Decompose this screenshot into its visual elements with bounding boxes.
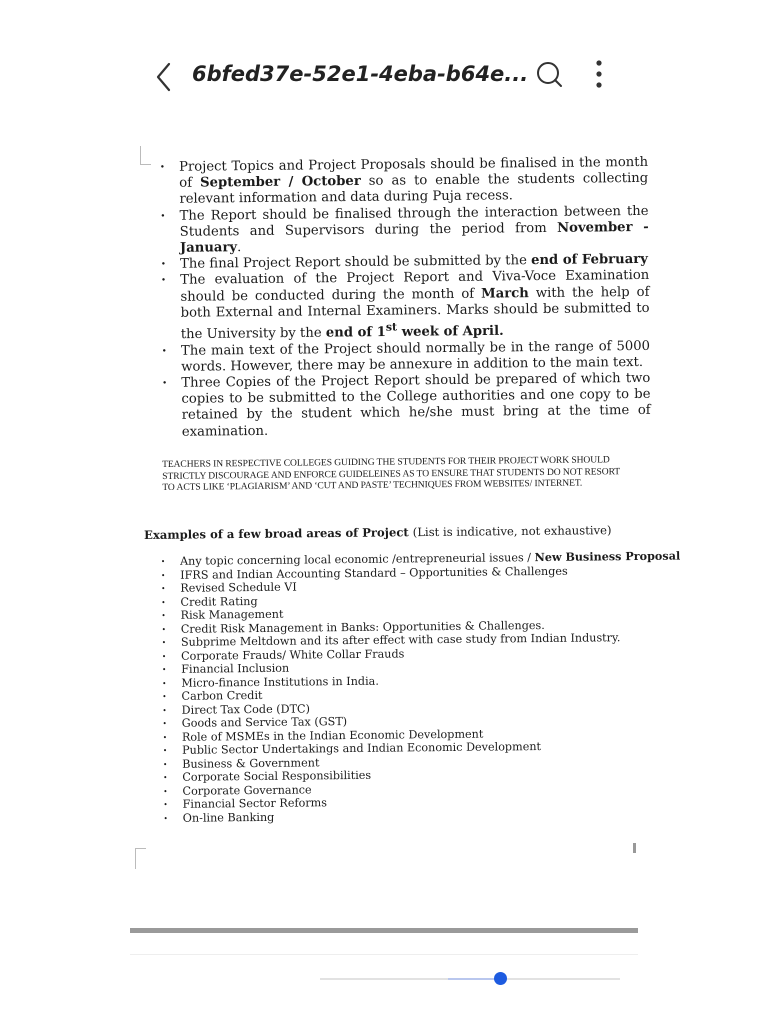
guideline-item-text: st [385,320,398,334]
back-button[interactable] [152,60,176,94]
guideline-item-text: Three Copies of the Project Report should be prepared of which two copies to be submitted to the College authorities and one copy to be retained by the student which he/she must bring at the time of examination. [181,370,651,440]
topic-item-text: New Business Proposal [534,548,681,565]
topic-item-text: Financial Sector Reforms [182,796,328,811]
topic-item-text: IFRS and Indian Accounting Standard – Opportunities & Challenges [180,564,568,582]
topic-item-text: Any topic concerning local economic /entrepreneurial issues / [179,551,535,568]
topic-item-text: Revised Schedule VI [180,580,297,595]
topic-item-text: Subprime Meltdown and its after effect with case study from Indian Industry. [180,631,621,649]
topic-item-text: Role of MSMEs in the Indian Economic Development [181,727,484,744]
guideline-item-text: September / October [199,174,361,191]
crop-mark [135,848,146,869]
progress-thumb[interactable] [494,972,507,985]
guideline-item [160,371,651,441]
search-icon [535,60,565,90]
topics-list [160,548,681,825]
topic-item-text: Corporate Social Responsibilities [182,768,372,784]
crop-mark [140,146,151,165]
topic-item-text: Public Sector Undertakings and Indian Economic Development [181,740,542,757]
app-bar [130,40,638,111]
divider [130,954,638,955]
more-vertical-icon [592,58,606,92]
guideline-item [159,268,650,343]
guideline-item-text: The main text of the Project should normally be in the range of 5000 words. However, there may be annexure in addition to the main text. [180,338,651,375]
guideline-item-text: end of February [530,252,648,269]
topic-item-text: Risk Management [180,607,284,622]
examples-heading-note: (List is indicative, not exhaustive) [412,523,612,540]
guideline-item-text: The final Project Report should be submitted by the [180,253,532,272]
page-edge-mark [633,843,636,853]
guideline-item-text: Project Topics and Project Proposals should be finalised in the month of [178,154,649,191]
teachers-note: TEACHERS IN RESPECTIVE COLLEGES GUIDING THE STUDENTS FOR THEIR PROJECT WORK SHOULD STRICTLY DISCOURAGE AND ENFORCE GUIDELEINES AS TO ENSURE THAT STUDENTS DO NOT RESORT TO ACTS LIKE ‘PLAGIARISM’ AND ‘CUT AND PASTE’ TECHNIQUES FROM WEBSITES/ INTERNET. [162,454,620,493]
guideline-item [158,155,648,209]
topic-item-text: Goods and Service Tax (GST) [181,715,348,730]
search-button[interactable] [535,60,565,90]
guideline-item [160,338,650,376]
topic-item-text: Corporate Frauds/ White Collar Frauds [180,646,405,663]
guideline-item-text: The evaluation of the Project Report and Viva-Voce Examination should be conducted during the month of [180,268,650,305]
horizontal-scrollbar[interactable] [130,928,638,933]
guideline-item-text: November - January [179,219,649,256]
progress-fill [448,978,500,980]
topic-item-text: Credit Risk Management in Banks: Opportunities & Challenges. [180,618,545,636]
chevron-left-icon [152,60,176,94]
guideline-item-text: March [481,285,529,302]
topic-item-text: Carbon Credit [181,688,263,703]
guideline-item-text: The Report should be finalised through the interaction between the Students and Supervisors during the period from [179,203,649,240]
examples-heading-text: Examples of a few broad areas of Project [144,525,409,542]
more-options-button[interactable] [592,58,606,92]
page-progress-slider[interactable] [320,978,620,980]
topic-item-text: Financial Inclusion [181,661,290,676]
guidelines-list [158,155,651,441]
topic-item-text: Direct Tax Code (DTC) [181,701,311,717]
guideline-item-text: . [236,240,242,256]
topic-item-text: Credit Rating [180,594,258,609]
topic-item-text: On-line Banking [182,810,275,825]
document-page[interactable] [130,110,681,930]
document-title: 6bfed37e-52e1-4eba-b64e... [192,62,529,86]
topic-item-text: Micro-finance Institutions in India. [181,674,379,690]
guideline-item-text: with the help of both External and Internal Examiners. Marks should be submitted to the University by the [180,284,650,343]
guideline-item-text: so as to enable the students collecting relevant information and data during Puja recess. [179,171,649,208]
examples-heading [144,523,624,542]
guideline-item-text: end of 1 [325,325,386,341]
topic-item-text: Corporate Governance [182,782,312,798]
guideline-item [159,203,649,257]
topic-item-text: Business & Government [182,755,320,771]
guideline-item-text: week of April. [397,323,504,340]
